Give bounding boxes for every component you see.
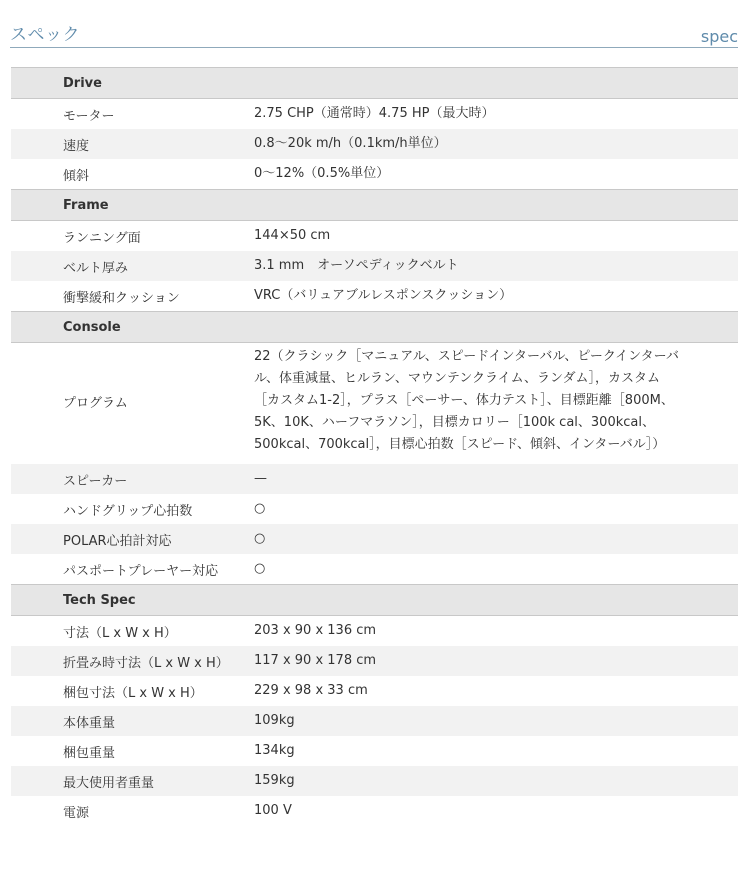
spec-label: POLAR心拍計対応 [63,533,172,549]
spec-label: ハンドグリップ心拍数 [63,503,193,519]
section-header: Drive [11,67,738,99]
spec-row [11,129,738,159]
spec-label: ランニング面 [63,230,141,246]
spec-row [11,554,738,584]
spec-value: 100 V [254,803,292,818]
spec-row [11,251,738,281]
spec-row [11,343,738,464]
spec-row [11,494,738,524]
spec-row [11,646,738,676]
spec-value: 203 x 90 x 136 cm [254,623,377,638]
spec-row [11,766,738,796]
spec-value: 159kg [254,773,295,788]
spec-value: 117 x 90 x 178 cm [254,653,377,668]
spec-label: 梱包寸法（L x W x H） [63,685,203,701]
spec-label: モーター [63,108,115,124]
section-header: Frame [11,189,738,221]
spec-row [11,159,738,189]
spec-row [11,99,738,129]
spec-value: 0〜12%（0.5%単位） [254,166,390,181]
spec-row [11,281,738,311]
spec-value: VRC（バリュアブルレスポンスクッション） [254,288,513,303]
spec-value: 2.75 CHP（通常時）4.75 HP（最大時） [254,106,495,121]
spec-label: 衝撃緩和クッション [63,290,180,306]
section-header: Console [11,311,738,343]
spec-label: ベルト厚み [63,260,129,276]
spec-label: 本体重量 [63,715,116,731]
spec-table [11,67,738,826]
spec-row [11,706,738,736]
page-title: スペック [10,25,80,45]
spec-label: パスポートプレーヤー対応 [63,563,219,579]
spec-label: 速度 [63,138,90,154]
spec-row [11,221,738,251]
spec-value: 109kg [254,713,295,728]
spec-value: 144×50 cm [254,228,331,243]
spec-row [11,464,738,494]
spec-row [11,736,738,766]
spec-label: 電源 [63,805,90,821]
spec-value: 22（クラシック［マニュアル、スピードインターバル、ピークインターバル、体重減量、ヒルラン、マウンテンクライム、ランダム］，カスタム［カスタム1-2］，プラス［ペーサー、体力テスト］、目標距離［800M、5K、10K、ハーフマラソン］，目標カロリー［100k cal、300kcal、500kcal、700kcal］，目標心拍数［スピード、傾斜、インターバル］） [254,349,680,452]
spec-value: ○ [254,561,266,576]
spec-label: 梱包重量 [63,745,116,761]
spec-value: 134kg [254,743,295,758]
spec-value: ○ [254,531,266,546]
spec-header [10,14,738,48]
spec-value: 229 x 98 x 33 cm [254,683,368,698]
spec-label: 折畳み時寸法（L x W x H） [63,655,229,671]
spec-row [11,796,738,826]
spec-value: ○ [254,501,266,516]
spec-value: 0.8〜20k m/h（0.1km/h単位） [254,136,447,151]
spec-label: プログラム [63,395,128,411]
section-header: Tech Spec [11,584,738,616]
spec-row [11,676,738,706]
page-subtitle: spec [700,27,738,46]
spec-value: — [254,471,267,486]
spec-label: 傾斜 [63,168,90,184]
spec-value: 3.1 mm オーソペディックベルト [254,258,459,273]
spec-label: スピーカー [63,473,128,489]
spec-row [11,616,738,646]
spec-row [11,524,738,554]
spec-label: 最大使用者重量 [63,775,155,791]
spec-label: 寸法（L x W x H） [63,625,177,641]
